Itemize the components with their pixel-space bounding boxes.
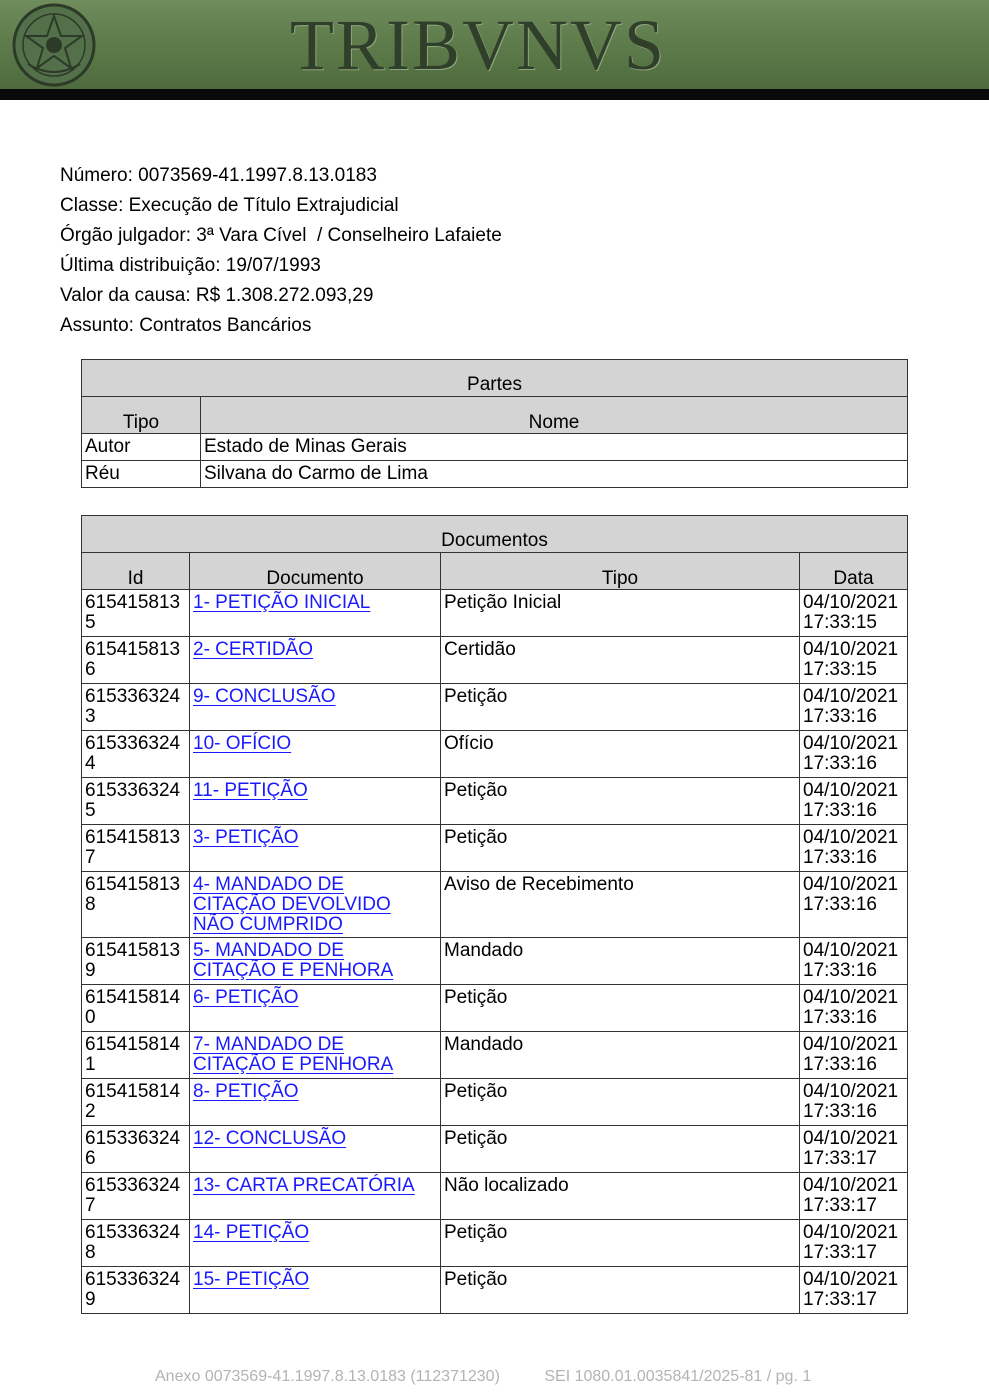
document-id-part: 615415813: [85, 874, 181, 895]
document-link[interactable]: [193, 781, 437, 801]
document-link-line: 8- PETIÇÃO: [193, 1081, 299, 1102]
document-id-part: 7: [85, 847, 96, 868]
table-row: [82, 731, 908, 778]
document-date: [800, 1126, 908, 1173]
document-cell: [190, 637, 441, 684]
document-id-part: 615415814: [85, 1034, 181, 1055]
document-link-line: 5- MANDADO DE: [193, 940, 344, 961]
parties-caption: Partes: [82, 360, 908, 397]
document-date-part: 17:33:16: [803, 847, 877, 868]
document-id-part: 9: [85, 960, 96, 981]
documents-header-data: Data: [800, 553, 908, 590]
parties-table: [81, 359, 908, 488]
document-cell: [190, 985, 441, 1032]
document-date: [800, 684, 908, 731]
party-name: Silvana do Carmo de Lima: [201, 461, 908, 488]
document-id: [82, 1173, 190, 1220]
document-date-part: 04/10/2021: [803, 940, 899, 961]
document-link-line: 3- PETIÇÃO: [193, 827, 299, 848]
document-link-line: 1- PETIÇÃO INICIAL: [193, 592, 371, 613]
document-date: [800, 1079, 908, 1126]
document-id-part: 8: [85, 1242, 96, 1263]
document-link-line: 4- MANDADO DE: [193, 874, 344, 895]
document-id-part: 615336324: [85, 686, 181, 707]
document-date-part: 04/10/2021: [803, 1175, 899, 1196]
document-date: [800, 985, 908, 1032]
document-id-part: 615415813: [85, 592, 181, 613]
document-date: [800, 1267, 908, 1314]
document-cell: [190, 825, 441, 872]
document-id: [82, 985, 190, 1032]
documents-header-tipo: Tipo: [441, 553, 800, 590]
document-id: [82, 1032, 190, 1079]
document-cell: [190, 872, 441, 938]
document-id-part: 615336324: [85, 733, 181, 754]
document-id: [82, 778, 190, 825]
document-id-part: 6: [85, 1148, 96, 1169]
document-date-part: 17:33:15: [803, 612, 877, 633]
document-date-part: 17:33:16: [803, 960, 877, 981]
document-cell: [190, 590, 441, 637]
document-link-line: 14- PETIÇÃO: [193, 1222, 310, 1243]
table-row: [82, 684, 908, 731]
document-id-part: 615415814: [85, 987, 181, 1008]
document-cell: [190, 1126, 441, 1173]
document-id-part: 615336324: [85, 1175, 181, 1196]
table-row: [82, 637, 908, 684]
document-link-line: CITAÇÃO DEVOLVIDO: [193, 894, 391, 915]
header-banner: [0, 0, 989, 89]
document-link[interactable]: [193, 1176, 437, 1196]
document-cell: [190, 938, 441, 985]
document-id: [82, 1220, 190, 1267]
document-cell: [190, 1173, 441, 1220]
document-date-part: 17:33:17: [803, 1195, 877, 1216]
document-date-part: 17:33:16: [803, 706, 877, 727]
document-link[interactable]: [193, 687, 437, 707]
document-id-part: 5: [85, 800, 96, 821]
document-link-line: CITAÇÃO E PENHORA: [193, 960, 394, 981]
document-date: [800, 731, 908, 778]
document-date-part: 17:33:16: [803, 1007, 877, 1028]
document-cell: [190, 684, 441, 731]
document-date-part: 17:33:16: [803, 753, 877, 774]
document-date-part: 17:33:16: [803, 800, 877, 821]
state-seal-icon: [8, 2, 100, 88]
documents-header-id: Id: [82, 553, 190, 590]
document-type: Certidão: [441, 637, 800, 684]
document-id: [82, 938, 190, 985]
banner-title: TRIBVNVS: [290, 5, 667, 85]
table-row: [82, 825, 908, 872]
document-date-part: 04/10/2021: [803, 1034, 899, 1055]
document-date-part: 04/10/2021: [803, 1128, 899, 1149]
document-link[interactable]: [193, 988, 437, 1008]
page-footer: [155, 1368, 811, 1386]
document-date-part: 04/10/2021: [803, 1081, 899, 1102]
footer-sei: SEI 1080.01.0035841/2025-81 / pg. 1: [544, 1368, 812, 1385]
document-id-part: 8: [85, 894, 96, 915]
document-date-part: 17:33:17: [803, 1289, 877, 1310]
document-id-part: 615415813: [85, 827, 181, 848]
case-court: Órgão julgador: 3ª Vara Cível / Conselheiro Lafaiete: [60, 225, 502, 246]
document-type: Mandado: [441, 1032, 800, 1079]
documents-caption: Documentos: [82, 516, 908, 553]
document-date-part: 04/10/2021: [803, 733, 899, 754]
document-link-line: 6- PETIÇÃO: [193, 987, 299, 1008]
parties-header-tipo: Tipo: [82, 397, 201, 434]
document-link[interactable]: [193, 875, 437, 935]
parties-header-nome: Nome: [201, 397, 908, 434]
table-row: [82, 938, 908, 985]
document-id: [82, 684, 190, 731]
document-link-line: 11- PETIÇÃO: [193, 780, 308, 801]
document-link[interactable]: [193, 734, 437, 754]
document-id-part: 615415813: [85, 940, 181, 961]
document-type: Ofício: [441, 731, 800, 778]
document-date-part: 04/10/2021: [803, 827, 899, 848]
table-row: [82, 1220, 908, 1267]
table-row: [82, 1126, 908, 1173]
document-type: Petição: [441, 778, 800, 825]
document-cell: [190, 778, 441, 825]
document-date-part: 04/10/2021: [803, 780, 899, 801]
document-id-part: 615415814: [85, 1081, 181, 1102]
document-date-part: 17:33:15: [803, 659, 877, 680]
document-id-part: 7: [85, 1195, 96, 1216]
table-row: [82, 1267, 908, 1314]
party-name: Estado de Minas Gerais: [201, 434, 908, 461]
document-id-part: 1: [85, 1054, 96, 1075]
document-id-part: 4: [85, 753, 96, 774]
document-link[interactable]: [193, 941, 437, 981]
document-date: [800, 1032, 908, 1079]
document-date: [800, 1173, 908, 1220]
document-link[interactable]: [193, 1129, 437, 1149]
case-number: Número: 0073569-41.1997.8.13.0183: [60, 165, 377, 186]
document-date: [800, 637, 908, 684]
table-row: [82, 1079, 908, 1126]
document-cell: [190, 1220, 441, 1267]
table-row: [82, 590, 908, 637]
case-class: Classe: Execução de Título Extrajudicial: [60, 195, 399, 216]
document-date: [800, 1220, 908, 1267]
document-id-part: 615336324: [85, 1128, 181, 1149]
document-link-line: 7- MANDADO DE: [193, 1034, 344, 1055]
document-link-line: 15- PETIÇÃO: [193, 1269, 310, 1290]
document-date-part: 17:33:16: [803, 1054, 877, 1075]
table-row: [82, 985, 908, 1032]
document-type: Petição: [441, 684, 800, 731]
document-date-part: 04/10/2021: [803, 1222, 899, 1243]
document-date-part: 17:33:16: [803, 894, 877, 915]
document-date: [800, 825, 908, 872]
document-type: Petição: [441, 1267, 800, 1314]
document-id: [82, 1126, 190, 1173]
documents-table: [81, 515, 908, 1314]
table-row: [82, 1032, 908, 1079]
document-id-part: 615336324: [85, 1269, 181, 1290]
document-link[interactable]: [193, 1082, 437, 1102]
document-type: Petição Inicial: [441, 590, 800, 637]
document-type: Petição: [441, 985, 800, 1032]
table-row: [82, 434, 908, 461]
document-date: [800, 778, 908, 825]
document-link-line: 2- CERTIDÃO: [193, 639, 314, 660]
document-id: [82, 731, 190, 778]
document-date-part: 17:33:17: [803, 1242, 877, 1263]
document-id: [82, 637, 190, 684]
document-link-line: 13- CARTA PRECATÓRIA: [193, 1175, 415, 1196]
document-id-part: 3: [85, 706, 96, 727]
case-metadata: [60, 161, 502, 341]
header-rule: [0, 89, 989, 100]
document-cell: [190, 1032, 441, 1079]
document-date-part: 04/10/2021: [803, 639, 899, 660]
document-type: Mandado: [441, 938, 800, 985]
document-type: Não localizado: [441, 1173, 800, 1220]
document-cell: [190, 731, 441, 778]
document-type: Petição: [441, 825, 800, 872]
table-row: [82, 778, 908, 825]
document-id-part: 2: [85, 1101, 96, 1122]
document-date: [800, 590, 908, 637]
case-distribution: Última distribuição: 19/07/1993: [60, 255, 321, 276]
document-date-part: 04/10/2021: [803, 874, 899, 895]
document-date: [800, 872, 908, 938]
document-date: [800, 938, 908, 985]
case-value: Valor da causa: R$ 1.308.272.093,29: [60, 285, 374, 306]
document-link-line: NÃO CUMPRIDO: [193, 914, 343, 935]
document-id-part: 615336324: [85, 1222, 181, 1243]
document-date-part: 17:33:16: [803, 1101, 877, 1122]
table-row: [82, 461, 908, 488]
document-id: [82, 1267, 190, 1314]
document-type: Petição: [441, 1220, 800, 1267]
document-date-part: 04/10/2021: [803, 1269, 899, 1290]
document-cell: [190, 1079, 441, 1126]
document-type: Aviso de Recebimento: [441, 872, 800, 938]
party-type: Autor: [82, 434, 201, 461]
document-link-line: CITAÇÃO E PENHORA: [193, 1054, 394, 1075]
document-date-part: 17:33:17: [803, 1148, 877, 1169]
documents-header-documento: Documento: [190, 553, 441, 590]
document-link[interactable]: [193, 640, 437, 660]
document-link[interactable]: [193, 1035, 437, 1075]
document-id-part: 615336324: [85, 780, 181, 801]
document-id-part: 0: [85, 1007, 96, 1028]
document-id: [82, 825, 190, 872]
document-date-part: 04/10/2021: [803, 987, 899, 1008]
table-row: [82, 1173, 908, 1220]
document-link-line: 10- OFÍCIO: [193, 733, 292, 754]
document-link[interactable]: [193, 593, 437, 613]
document-id-part: 5: [85, 612, 96, 633]
document-link-line: 9- CONCLUSÃO: [193, 686, 336, 707]
party-type: Réu: [82, 461, 201, 488]
footer-anexo: Anexo 0073569-41.1997.8.13.0183 (112371230): [155, 1368, 500, 1385]
document-type: Petição: [441, 1126, 800, 1173]
document-cell: [190, 1267, 441, 1314]
document-date-part: 04/10/2021: [803, 592, 899, 613]
document-id-part: 615415813: [85, 639, 181, 660]
document-id: [82, 1079, 190, 1126]
document-type: Petição: [441, 1079, 800, 1126]
table-row: [82, 872, 908, 938]
document-link[interactable]: [193, 1270, 437, 1290]
case-subject: Assunto: Contratos Bancários: [60, 315, 312, 336]
document-id-part: 9: [85, 1289, 96, 1310]
document-id-part: 6: [85, 659, 96, 680]
document-link-line: 12- CONCLUSÃO: [193, 1128, 347, 1149]
document-date-part: 04/10/2021: [803, 686, 899, 707]
document-id: [82, 872, 190, 938]
document-link[interactable]: [193, 1223, 437, 1243]
document-id: [82, 590, 190, 637]
document-link[interactable]: [193, 828, 437, 848]
